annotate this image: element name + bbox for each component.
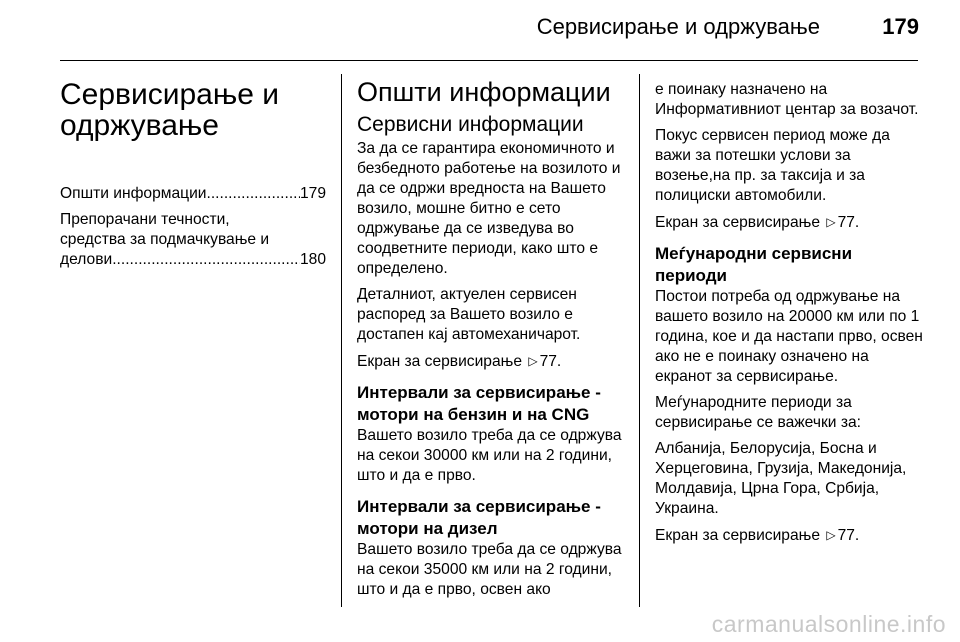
section-title: Општи информации [357, 77, 611, 107]
column-1 [60, 74, 326, 276]
page-reference-arrow-icon: ▷ [826, 215, 836, 229]
cross-reference-service-display[interactable] [655, 212, 925, 233]
paragraph-diesel-intervals: Вашето возило треба да се одржува на секои 35000 км или на 2 години, што и да е прво, освен ако [357, 541, 622, 598]
heading-petrol-intervals: Интервали за сервисирање - мотори на бензин и на CNG [357, 383, 601, 424]
paragraph-short-period: Покус сервисен период може да важи за потешки услови за возење,на пр. за таксија и за полициски автомобили. [655, 127, 890, 204]
subsection-title: Сервисни информации [357, 113, 584, 136]
toc-entry-fluids[interactable] [60, 210, 326, 270]
cross-reference-service-display[interactable] [357, 351, 629, 372]
paragraph-international-intro: Меѓународните периоди за сервисирање се важечки за: [655, 394, 861, 431]
toc-leader-dots [207, 184, 300, 204]
paragraph-economy: За да се гарантира економичното и безбедното работење на возилото и да се одржи вредноста на Вашето возило, мошне битно е сето одржување да се изведува во соодветните периоди, како што е определено. [357, 140, 621, 277]
paragraph-countries: Албанија, Белорусија, Босна и Херцеговина, Грузија, Македонија, Молдавија, Црна Гора, Србија, Украина. [655, 440, 907, 517]
toc-entry-label-line-1: Препорачани течности, [60, 211, 230, 228]
chapter-title: Сервисирање и одржување [60, 78, 280, 142]
toc-entry-page: 179 [299, 185, 326, 202]
reference-page: 77. [837, 527, 860, 544]
toc-entry-general-info[interactable] [60, 184, 326, 204]
toc-entry-label-line-2: средства за подмачкување и [60, 231, 270, 248]
toc-entry-page: 180 [299, 251, 326, 268]
table-of-contents [60, 184, 326, 270]
page-reference-arrow-icon: ▷ [826, 528, 836, 542]
reference-page: 77. [837, 214, 860, 231]
paragraph-continuation: е поинаку назначено на Информативниот центар за возачот. [655, 81, 919, 118]
column-divider-2 [639, 74, 640, 607]
page-reference-arrow-icon: ▷ [528, 354, 538, 368]
column-divider-1 [341, 74, 342, 607]
paragraph-schedule: Деталниот, актуелен сервисен распоред за Вашето возило е достапен кај автомеханичарот. [357, 286, 581, 343]
toc-entry-label-line-3: делови [60, 251, 113, 268]
header-rule [60, 60, 918, 61]
toc-entry-label: Општи информации [60, 185, 207, 202]
watermark: carmanualsonline.info [711, 611, 946, 637]
heading-international-periods: Меѓународни сервисни периоди [655, 244, 853, 285]
column-3 [655, 74, 925, 546]
reference-page: 77. [539, 353, 562, 370]
heading-diesel-intervals: Интервали за сервисирање - мотори на дизел [357, 497, 601, 538]
column-2 [357, 74, 629, 600]
page-number: 179 [882, 14, 919, 39]
reference-text: Екран за сервисирање [357, 353, 522, 370]
cross-reference-service-display[interactable] [655, 525, 925, 546]
paragraph-international-periods: Постои потреба од одржување на вашето возило на 20000 км или по 1 година, кое и да настапи прво, освен ако не е поинаку означено на екранот за сервисирање. [655, 288, 923, 385]
paragraph-petrol-intervals: Вашето возило треба да се одржува на секои 30000 км или на 2 години, што и да е прво. [357, 427, 622, 484]
running-header-title: Сервисирање и одржување [536, 14, 820, 39]
toc-leader-dots [112, 250, 300, 270]
reference-text: Екран за сервисирање [655, 214, 820, 231]
reference-text: Екран за сервисирање [655, 527, 820, 544]
